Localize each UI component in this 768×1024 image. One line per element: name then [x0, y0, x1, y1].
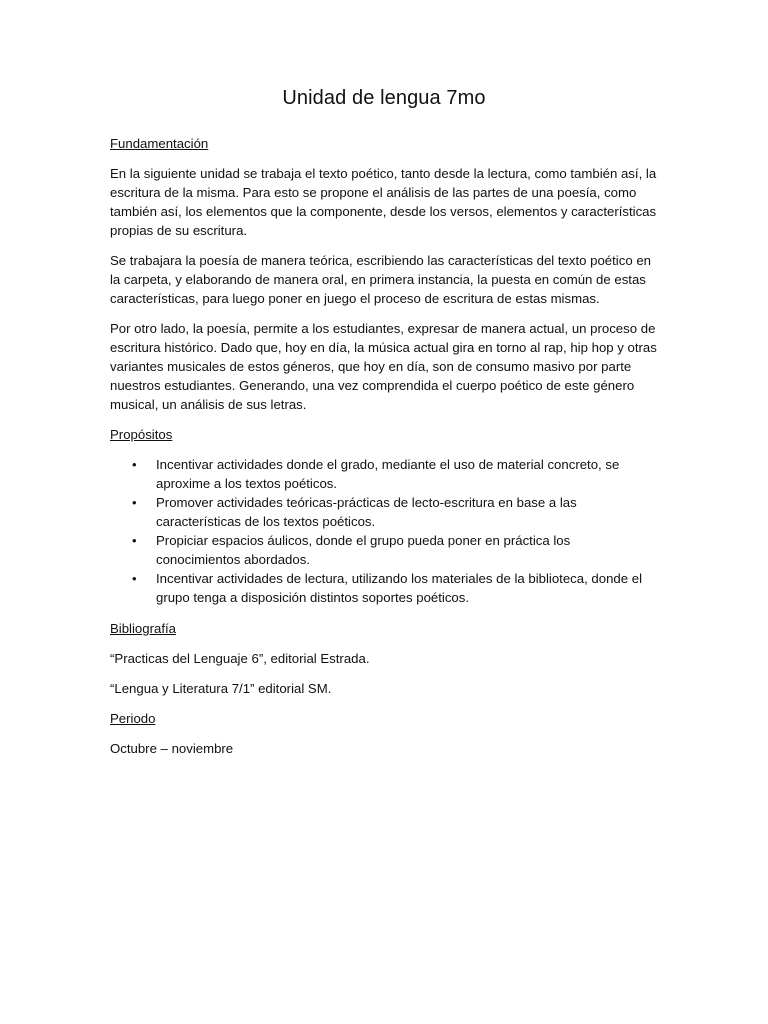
- paragraph: Por otro lado, la poesía, permite a los estudiantes, expresar de manera actual, un proceso de escritura histórico. Dado que, hoy en día, la música actual gira en torno al rap, hip hop y otras variantes musicales de estos géneros, que hoy en día, son de consumo masivo por parte nuestros estudiantes. Generando, una vez comprendida el cuerpo poético de este género musical, un análisis de sus letras.: [110, 321, 657, 412]
- paragraph: Se trabajara la poesía de manera teórica, escribiendo las características del texto poético en la carpeta, y elaborando de manera oral, en primera instancia, la puesta en común de estas características, para luego poner en juego el proceso de escritura de estas mismas.: [110, 253, 651, 306]
- period-value: Octubre – noviembre: [110, 741, 234, 756]
- list-item-text: Incentivar actividades donde el grado, mediante el uso de material concreto, se aproxime a los textos poéticos.: [156, 457, 620, 491]
- section-heading-bibliografia: Bibliografía: [110, 621, 176, 636]
- section-heading-fundamentacion: Fundamentación: [110, 136, 209, 151]
- document-body: [110, 84, 658, 769]
- list-item: [110, 455, 658, 493]
- list-item-text: Incentivar actividades de lectura, utilizando los materiales de la biblioteca, donde el grupo tenga a disposición distintos soportes poéticos.: [156, 571, 643, 605]
- propositos-list: [110, 455, 658, 607]
- list-item: [110, 569, 658, 607]
- section-heading-propositos: Propósitos: [110, 427, 173, 442]
- list-item-text: Propiciar espacios áulicos, donde el grupo pueda poner en práctica los conocimientos abordados.: [156, 533, 571, 567]
- list-item: [110, 493, 658, 531]
- paragraph: En la siguiente unidad se trabaja el texto poético, tanto desde la lectura, como también así, la escritura de la misma. Para esto se propone el análisis de las partes de una poesía, como también así, los elementos que la componente, desde los versos, elementos y características propias de su escritura.: [110, 166, 657, 238]
- section-heading-periodo: Periodo: [110, 711, 156, 726]
- document-title: Unidad de lengua 7mo: [282, 87, 486, 109]
- bullet-icon: •: [132, 457, 137, 472]
- bullet-icon: •: [132, 571, 137, 586]
- bullet-icon: •: [132, 495, 137, 510]
- list-item-text: Promover actividades teóricas-prácticas de lecto-escritura en base a las características de los textos poéticos.: [156, 495, 577, 529]
- bibliography-entry: “Practicas del Lenguaje 6”, editorial Estrada.: [110, 651, 370, 666]
- bibliography-entry: “Lengua y Literatura 7/1” editorial SM.: [110, 681, 332, 696]
- list-item: [110, 531, 658, 569]
- bullet-icon: •: [132, 533, 137, 548]
